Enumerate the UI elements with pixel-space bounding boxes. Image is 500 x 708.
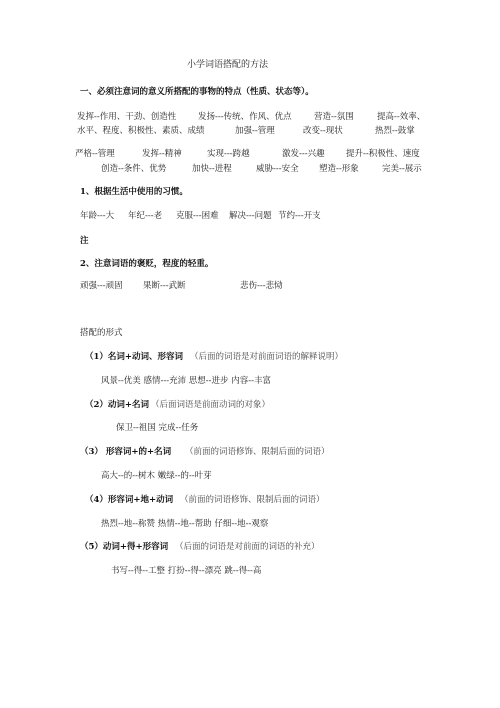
collocation-item: 加强--管理 xyxy=(235,126,275,136)
collocation-item: 发挥--作用、干劲、创造性 xyxy=(77,112,177,122)
collocation-item: 提高--效率、 xyxy=(377,112,426,122)
form-note: （后面的词语是对前面的词语的补充） xyxy=(175,542,320,552)
note-marker: 注 xyxy=(80,236,89,246)
collocation-item: 年纪---老 xyxy=(128,211,163,221)
form-note: （后面词语是前面动词的对象） xyxy=(151,400,271,410)
collocation-item: 完美--展示 xyxy=(382,164,422,174)
collocation-item: 热烈--鼓掌 xyxy=(375,126,415,136)
form-note: （前面的词语修饰、限制后面的词语） xyxy=(180,495,325,505)
collocation-item: 威胁---安全 xyxy=(256,164,299,174)
collocation-item: 营造--氛围 xyxy=(314,112,354,122)
collocation-item: 发挥--精神 xyxy=(142,149,182,159)
form-examples: 风景--优美 感情---充沛 思想--进步 内容--丰富 xyxy=(101,376,271,386)
form-label: （3） 形容词+的+名词 xyxy=(80,447,172,457)
form-examples: 保卫--祖国 完成--任务 xyxy=(116,423,199,433)
collocation-item: 提升--积极性、速度 xyxy=(346,149,420,159)
collocation-item: 严格--管理 xyxy=(75,149,115,159)
form-label: （4）形容词+地+动词 xyxy=(85,495,174,505)
section1-heading: 一、必须注意词的意义所搭配的事物的特点（性质、状态等）。 xyxy=(80,87,314,97)
collocation-item: 改变--现状 xyxy=(303,126,343,136)
collocation-item: 悲伤---悲恸 xyxy=(240,281,283,291)
collocation-item: 年龄---大 xyxy=(80,211,115,221)
collocation-item: 加快--进程 xyxy=(192,164,232,174)
form-examples: 书写--得--工整 打扮--得--漂亮 跳--得--高 xyxy=(111,566,262,576)
form-examples: 热烈--地--称赞 热情--地--帮助 仔细--地--观察 xyxy=(101,519,269,529)
page-title: 小学词语搭配的方法 xyxy=(187,60,269,70)
collocation-item: 发扬---传统、作风、优点 xyxy=(198,112,292,122)
section2-heading: 1、根据生活中使用的习惯。 xyxy=(80,187,188,197)
form-label: （1）名词+动词、形容词 xyxy=(85,352,184,362)
section3-heading: 2、注意词语的褒贬，程度的轻重。 xyxy=(80,259,214,269)
collocation-item: 塑造--形象 xyxy=(319,164,359,174)
collocation-item: 克服---困难 xyxy=(176,211,219,221)
collocation-item: 解决---问题 xyxy=(229,211,272,221)
form-label: （5）动词+得+形容词 xyxy=(80,542,169,552)
collocation-item: 创造--条件、优势 xyxy=(101,164,167,174)
form-note: （后面的词语是对前面词语的解释说明） xyxy=(190,352,344,362)
collocation-item: 水平、程度、积极性、素质、成绩 xyxy=(77,126,205,136)
collocation-item: 节约---开支 xyxy=(278,211,321,221)
form-examples: 高大--的--树木 嫩绿--的--叶芽 xyxy=(101,471,212,481)
collocation-item: 实现---跨越 xyxy=(207,149,250,159)
collocation-item: 顽强---顽固 xyxy=(80,281,123,291)
form-note: （前面的词语修饰、限制后面的词语） xyxy=(185,447,330,457)
form-label: （2）动词+名词 xyxy=(85,400,150,410)
forms-heading: 搭配的形式 xyxy=(80,328,123,338)
collocation-item: 激发---兴趣 xyxy=(282,149,325,159)
collocation-item: 果断---武断 xyxy=(143,281,186,291)
